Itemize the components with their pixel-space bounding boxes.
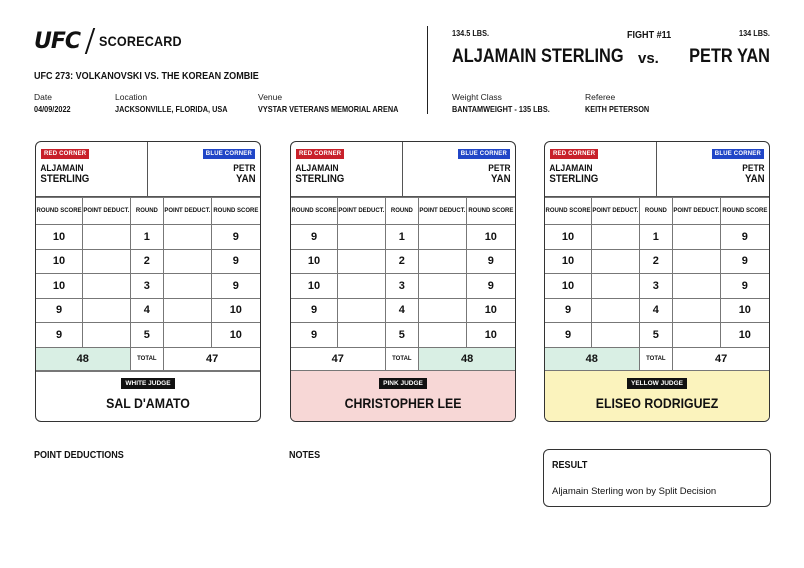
red-point-deduct-header: POINT DEDUCT. bbox=[83, 198, 130, 225]
round-row bbox=[291, 249, 515, 274]
corner-header bbox=[545, 142, 769, 197]
red-round-score: 10 bbox=[36, 249, 83, 274]
red-round-score: 9 bbox=[291, 323, 338, 348]
fight-number: FIGHT #11 bbox=[627, 29, 672, 41]
blue-round-score: 10 bbox=[466, 298, 515, 323]
blue-point-deduct bbox=[419, 274, 466, 299]
round-row bbox=[291, 298, 515, 323]
blue-total: 48 bbox=[419, 347, 515, 372]
red-corner-cell bbox=[545, 142, 657, 197]
blue-point-deduct bbox=[673, 323, 720, 348]
blue-first-name: PETR bbox=[233, 163, 256, 174]
round-row bbox=[36, 274, 260, 299]
location-label: Location bbox=[115, 92, 148, 102]
judge-badge: PINK JUDGE bbox=[379, 378, 427, 389]
blue-point-deduct bbox=[673, 274, 720, 299]
red-corner-badge: RED CORNER bbox=[550, 149, 598, 159]
blue-point-deduct bbox=[164, 274, 211, 299]
blue-round-score-header: ROUND SCORE bbox=[211, 198, 260, 225]
blue-point-deduct bbox=[164, 298, 211, 323]
red-last-name: STERLING bbox=[295, 173, 345, 185]
blue-round-score: 9 bbox=[211, 274, 260, 299]
blue-point-deduct bbox=[164, 323, 211, 348]
blue-corner-badge: BLUE CORNER bbox=[203, 149, 255, 159]
round-number: 2 bbox=[385, 249, 419, 274]
venue-label: Venue bbox=[258, 92, 283, 102]
round-number: 4 bbox=[385, 298, 419, 323]
blue-corner-cell bbox=[148, 142, 260, 197]
blue-round-score: 9 bbox=[211, 249, 260, 274]
judge-name: CHRISTOPHER LEE bbox=[344, 395, 462, 411]
red-point-deduct bbox=[338, 298, 385, 323]
red-point-deduct bbox=[83, 225, 130, 250]
judge-badge: WHITE JUDGE bbox=[121, 378, 174, 389]
score-table bbox=[291, 197, 515, 372]
round-row bbox=[291, 323, 515, 348]
round-number: 2 bbox=[639, 249, 673, 274]
blue-corner-badge: BLUE CORNER bbox=[458, 149, 510, 159]
round-number: 1 bbox=[385, 225, 419, 250]
red-round-score: 9 bbox=[545, 323, 592, 348]
round-row bbox=[545, 249, 769, 274]
blue-last-name: YAN bbox=[491, 173, 511, 185]
round-row bbox=[36, 298, 260, 323]
red-weight: 134.5 LBS. bbox=[452, 28, 489, 38]
brand-row bbox=[34, 26, 414, 56]
result-box bbox=[543, 449, 771, 507]
blue-point-deduct bbox=[673, 298, 720, 323]
red-point-deduct bbox=[592, 298, 639, 323]
red-round-score: 9 bbox=[291, 225, 338, 250]
red-fighter-name: ALJAMAIN STERLING bbox=[452, 46, 624, 67]
scorecard-title: SCORECARD bbox=[99, 33, 182, 49]
meta-referee bbox=[585, 92, 660, 114]
header-left bbox=[34, 26, 414, 82]
red-point-deduct-header: POINT DEDUCT. bbox=[592, 198, 639, 225]
round-row bbox=[291, 274, 515, 299]
weight-class-label: Weight Class bbox=[452, 92, 502, 102]
blue-last-name: YAN bbox=[236, 173, 256, 185]
blue-corner-badge: BLUE CORNER bbox=[712, 149, 764, 159]
corner-header bbox=[291, 142, 515, 197]
blue-corner-name bbox=[416, 163, 515, 185]
blue-round-score: 9 bbox=[466, 274, 515, 299]
blue-fighter-name: PETR YAN bbox=[689, 46, 770, 67]
judge-card-1 bbox=[35, 141, 261, 422]
red-round-score: 10 bbox=[36, 274, 83, 299]
blue-round-score: 9 bbox=[720, 274, 769, 299]
red-corner-badge: RED CORNER bbox=[41, 149, 89, 159]
blue-first-name: PETR bbox=[488, 163, 511, 174]
blue-point-deduct bbox=[419, 249, 466, 274]
meta-weight-class bbox=[452, 92, 566, 114]
blue-first-name: PETR bbox=[742, 163, 765, 174]
blue-total: 47 bbox=[164, 347, 260, 372]
round-number: 3 bbox=[385, 274, 419, 299]
versus-label: vs. bbox=[638, 50, 659, 67]
red-round-score: 9 bbox=[545, 298, 592, 323]
judge-footer bbox=[36, 370, 260, 421]
round-header: ROUND bbox=[639, 198, 673, 225]
venue-value: VYSTAR VETERANS MEMORIAL ARENA bbox=[258, 104, 399, 114]
red-total: 48 bbox=[36, 347, 130, 372]
red-corner-cell bbox=[291, 142, 403, 197]
round-row bbox=[545, 274, 769, 299]
round-row bbox=[36, 323, 260, 348]
red-corner-name bbox=[291, 163, 389, 185]
judge-name: ELISEO RODRIGUEZ bbox=[595, 395, 719, 411]
blue-point-deduct bbox=[164, 225, 211, 250]
red-corner-name bbox=[545, 163, 643, 185]
blue-point-deduct bbox=[673, 249, 720, 274]
red-corner-badge: RED CORNER bbox=[296, 149, 344, 159]
score-table-header bbox=[291, 198, 515, 225]
blue-round-score: 10 bbox=[720, 298, 769, 323]
red-round-score-header: ROUND SCORE bbox=[291, 198, 338, 225]
round-number: 1 bbox=[639, 225, 673, 250]
total-label: TOTAL bbox=[639, 347, 673, 372]
score-table bbox=[36, 197, 260, 372]
round-header: ROUND bbox=[130, 198, 164, 225]
round-row bbox=[36, 225, 260, 250]
total-label: TOTAL bbox=[385, 347, 419, 372]
judge-badge: YELLOW JUDGE bbox=[627, 378, 687, 389]
round-number: 4 bbox=[130, 298, 164, 323]
red-corner-name bbox=[36, 163, 134, 185]
blue-point-deduct-header: POINT DEDUCT. bbox=[164, 198, 211, 225]
blue-round-score: 10 bbox=[466, 225, 515, 250]
judge-footer bbox=[291, 370, 515, 421]
blue-point-deduct-header: POINT DEDUCT. bbox=[673, 198, 720, 225]
event-title: UFC 273: VOLKANOVSKI VS. THE KOREAN ZOMBIE bbox=[34, 70, 259, 82]
red-round-score-header: ROUND SCORE bbox=[36, 198, 83, 225]
red-round-score: 10 bbox=[36, 225, 83, 250]
red-point-deduct bbox=[338, 225, 385, 250]
round-number: 5 bbox=[130, 323, 164, 348]
round-number: 3 bbox=[130, 274, 164, 299]
round-row bbox=[545, 298, 769, 323]
blue-round-score: 9 bbox=[720, 225, 769, 250]
blue-corner-cell bbox=[403, 142, 515, 197]
weight-class-value: BANTAMWEIGHT - 135 LBS. bbox=[452, 104, 550, 114]
red-total: 47 bbox=[291, 347, 385, 372]
blue-point-deduct bbox=[419, 323, 466, 348]
red-round-score-header: ROUND SCORE bbox=[545, 198, 592, 225]
round-number: 1 bbox=[130, 225, 164, 250]
date-value: 04/09/2022 bbox=[34, 104, 71, 114]
round-row bbox=[36, 249, 260, 274]
total-row bbox=[291, 347, 515, 372]
red-round-score: 10 bbox=[545, 249, 592, 274]
judge-card-3 bbox=[544, 141, 770, 422]
score-table-header bbox=[36, 198, 260, 225]
judge-footer bbox=[545, 370, 769, 421]
blue-round-score: 10 bbox=[211, 298, 260, 323]
blue-last-name: YAN bbox=[745, 173, 765, 185]
red-round-score: 10 bbox=[291, 274, 338, 299]
round-number: 3 bbox=[639, 274, 673, 299]
red-point-deduct bbox=[592, 225, 639, 250]
total-row bbox=[545, 347, 769, 372]
notes-heading: NOTES bbox=[289, 449, 321, 461]
round-number: 5 bbox=[639, 323, 673, 348]
blue-round-score: 10 bbox=[211, 323, 260, 348]
location-value: JACKSONVILLE, FLORIDA, USA bbox=[115, 104, 228, 114]
score-table-header bbox=[545, 198, 769, 225]
red-point-deduct bbox=[592, 323, 639, 348]
red-point-deduct bbox=[83, 249, 130, 274]
red-point-deduct bbox=[592, 274, 639, 299]
red-first-name: ALJAMAIN bbox=[549, 163, 593, 174]
blue-point-deduct-header: POINT DEDUCT. bbox=[419, 198, 466, 225]
round-row bbox=[545, 323, 769, 348]
blue-round-score: 10 bbox=[466, 323, 515, 348]
red-point-deduct bbox=[83, 274, 130, 299]
ufc-logo: UFC bbox=[34, 28, 81, 54]
round-number: 5 bbox=[385, 323, 419, 348]
red-last-name: STERLING bbox=[549, 173, 599, 185]
blue-round-score: 9 bbox=[211, 225, 260, 250]
red-first-name: ALJAMAIN bbox=[295, 163, 339, 174]
total-label: TOTAL bbox=[130, 347, 164, 372]
red-point-deduct bbox=[83, 298, 130, 323]
round-row bbox=[545, 225, 769, 250]
blue-corner-name bbox=[161, 163, 260, 185]
red-total: 48 bbox=[545, 347, 639, 372]
round-number: 4 bbox=[639, 298, 673, 323]
date-label: Date bbox=[34, 92, 52, 102]
header-divider bbox=[427, 26, 428, 114]
point-deductions-heading: POINT DEDUCTIONS bbox=[34, 449, 124, 461]
blue-point-deduct bbox=[419, 225, 466, 250]
blue-round-score-header: ROUND SCORE bbox=[466, 198, 515, 225]
blue-point-deduct bbox=[419, 298, 466, 323]
red-round-score: 9 bbox=[36, 298, 83, 323]
blue-round-score: 10 bbox=[720, 323, 769, 348]
blue-corner-cell bbox=[657, 142, 769, 197]
meta-location bbox=[115, 92, 246, 114]
red-point-deduct bbox=[83, 323, 130, 348]
red-first-name: ALJAMAIN bbox=[40, 163, 84, 174]
red-round-score: 9 bbox=[291, 298, 338, 323]
red-corner-cell bbox=[36, 142, 148, 197]
round-row bbox=[291, 225, 515, 250]
red-point-deduct bbox=[338, 323, 385, 348]
red-point-deduct bbox=[338, 274, 385, 299]
meta-venue bbox=[258, 92, 421, 114]
round-number: 2 bbox=[130, 249, 164, 274]
red-point-deduct bbox=[338, 249, 385, 274]
blue-weight: 134 LBS. bbox=[739, 28, 770, 38]
blue-point-deduct bbox=[673, 225, 720, 250]
blue-point-deduct bbox=[164, 249, 211, 274]
score-table bbox=[545, 197, 769, 372]
round-header: ROUND bbox=[385, 198, 419, 225]
judge-card-2 bbox=[290, 141, 516, 422]
blue-round-score: 9 bbox=[720, 249, 769, 274]
corner-header bbox=[36, 142, 260, 197]
red-round-score: 10 bbox=[291, 249, 338, 274]
red-point-deduct-header: POINT DEDUCT. bbox=[338, 198, 385, 225]
result-text: Aljamain Sterling won by Split Decision bbox=[552, 486, 717, 497]
red-point-deduct bbox=[592, 249, 639, 274]
total-row bbox=[36, 347, 260, 372]
referee-value: KEITH PETERSON bbox=[585, 104, 650, 114]
blue-round-score: 9 bbox=[466, 249, 515, 274]
logo-divider bbox=[85, 28, 95, 54]
blue-total: 47 bbox=[673, 347, 769, 372]
red-round-score: 10 bbox=[545, 225, 592, 250]
red-last-name: STERLING bbox=[40, 173, 90, 185]
referee-label: Referee bbox=[585, 92, 616, 102]
meta-date bbox=[34, 92, 77, 114]
judge-name: SAL D'AMATO bbox=[106, 395, 190, 411]
red-round-score: 9 bbox=[36, 323, 83, 348]
blue-corner-name bbox=[670, 163, 769, 185]
result-heading: RESULT bbox=[552, 459, 588, 471]
blue-round-score-header: ROUND SCORE bbox=[720, 198, 769, 225]
red-round-score: 10 bbox=[545, 274, 592, 299]
